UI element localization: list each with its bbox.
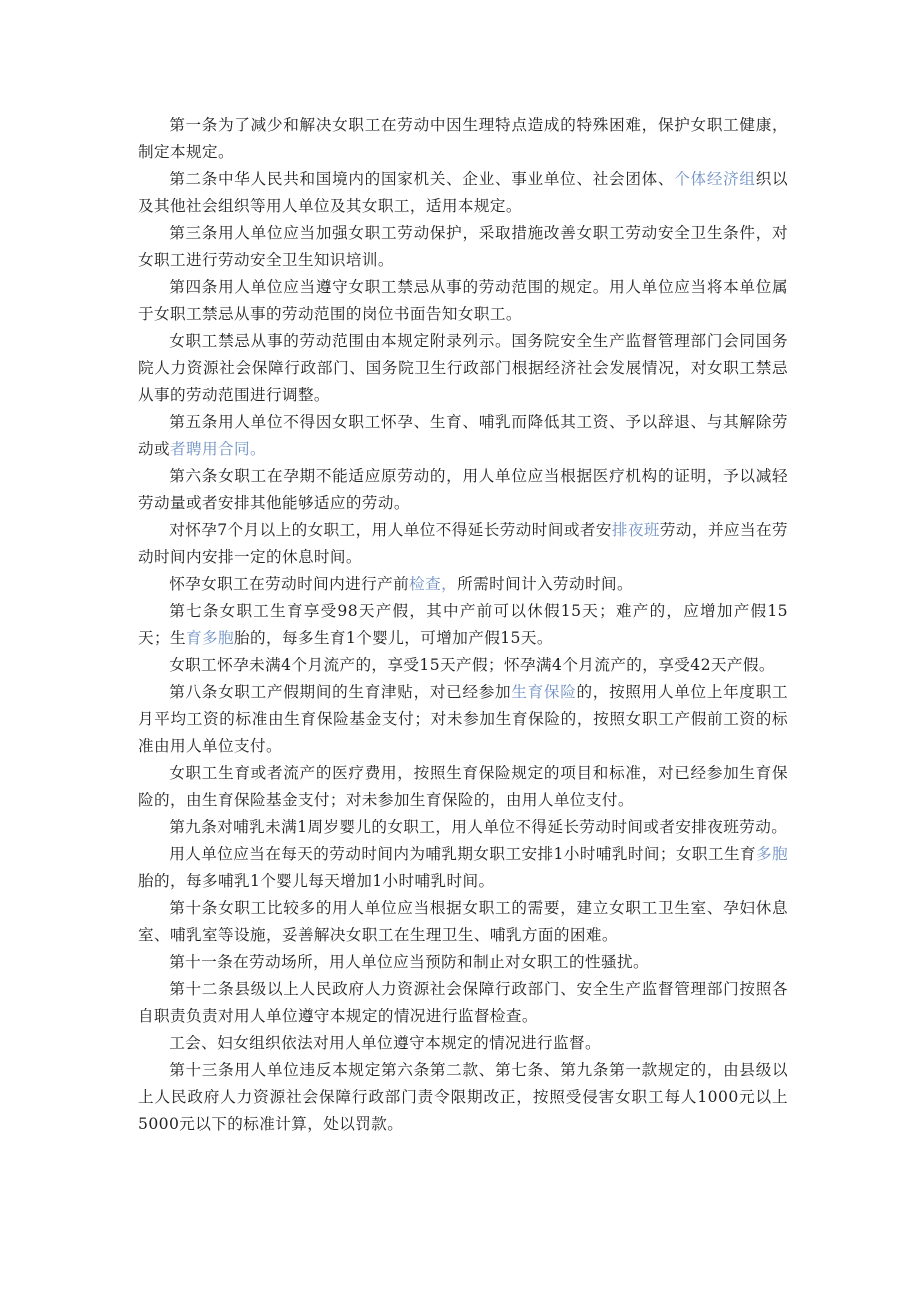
hyperlink[interactable]: 个体经济组 [674, 170, 756, 188]
paragraph-text: 胎的，每多生育1个婴儿，可增加产假15天。 [233, 629, 553, 647]
paragraph-text: 第十三条用人单位违反本规定第六条第二款、第七条、第九条第一款规定的，由县级以上人民政府人力资源社会保障行政部门责令限期改正，按照受侵害女职工每人1000元以上5000元以下的标准计算，处以罚款。 [138, 1061, 788, 1133]
paragraph-text: 女职工禁忌从事的劳动范围由本规定附录列示。国务院安全生产监督管理部门会同国务院人力资源社会保障行政部门、国务院卫生行政部门根据经济社会发展情况，对女职工禁忌从事的劳动范围进行调整。 [138, 332, 788, 404]
paragraph [138, 814, 788, 841]
paragraph-text: 劳动，并应当在劳动时间内安排一定的休息时间。 [138, 521, 789, 566]
paragraph [138, 409, 788, 463]
paragraph-text: 第四条用人单位应当遵守女职工禁忌从事的劳动范围的规定。用人单位应当将本单位属于女职工禁忌从事的劳动范围的岗位书面告知女职工。 [138, 278, 788, 323]
document-body [138, 112, 788, 1138]
paragraph-text: 胎的，每多哺乳1个婴儿每天增加1小时哺乳时间。 [138, 872, 495, 890]
paragraph-text: 第九条对哺乳未满1周岁婴儿的女职工，用人单位不得延长劳动时间或者安排夜班劳动。 [169, 818, 788, 836]
paragraph [138, 166, 788, 220]
paragraph-text: 工会、妇女组织依法对用人单位遵守本规定的情况进行监督。 [169, 1034, 602, 1052]
hyperlink[interactable]: 多胞 [755, 845, 788, 863]
paragraph [138, 841, 788, 895]
paragraph-text: 织以及其他社会组织等用人单位及其女职工，适用本规定。 [138, 170, 788, 215]
paragraph-text: 第十二条县级以上人民政府人力资源社会保障行政部门、安全生产监督管理部门按照各自职责负责对用人单位遵守本规定的情况进行监督检查。 [138, 980, 788, 1025]
paragraph-text: 第五条用人单位不得因女职工怀孕、生育、哺乳而降低其工资、予以辞退、与其解除劳动或 [138, 413, 788, 458]
paragraph [138, 760, 788, 814]
paragraph-text: 用人单位应当在每天的劳动时间内为哺乳期女职工安排1小时哺乳时间；女职工生育 [169, 845, 756, 863]
paragraph-text: 怀孕女职工在劳动时间内进行产前 [169, 575, 410, 593]
paragraph [138, 463, 788, 517]
paragraph [138, 652, 788, 679]
paragraph-text: 第七条女职工生育享受98天产假，其中产前可以休假15天；难产的，应增加产假15天；生 [138, 602, 788, 647]
paragraph-text: 第一条为了减少和解决女职工在劳动中因生理特点造成的特殊困难，保护女职工健康，制定本规定。 [138, 116, 788, 161]
hyperlink[interactable]: 排夜班 [611, 521, 660, 539]
paragraph [138, 949, 788, 976]
paragraph-text: 女职工怀孕未满4个月流产的，享受15天产假；怀孕满4个月流产的，享受42天产假。 [169, 656, 775, 674]
paragraph-text: 第二条中华人民共和国境内的国家机关、企业、事业单位、社会团体、 [169, 170, 675, 188]
paragraph [138, 895, 788, 949]
paragraph-text: 第十条女职工比较多的用人单位应当根据女职工的需要，建立女职工卫生室、孕妇休息室、哺乳室等设施，妥善解决女职工在生理卫生、哺乳方面的困难。 [138, 899, 788, 944]
paragraph [138, 976, 788, 1030]
paragraph [138, 679, 788, 760]
hyperlink[interactable]: 生育保险 [511, 683, 577, 701]
paragraph [138, 571, 788, 598]
paragraph-text: 第三条用人单位应当加强女职工劳动保护，采取措施改善女职工劳动安全卫生条件，对女职工进行劳动安全卫生知识培训。 [138, 224, 788, 269]
paragraph [138, 598, 788, 652]
paragraph [138, 517, 788, 571]
paragraph [138, 274, 788, 328]
paragraph-text: 的，按照用人单位上年度职工月平均工资的标准由生育保险基金支付；对未参加生育保险的，按照女职工产假前工资的标准由用人单位支付。 [138, 683, 788, 755]
paragraph [138, 1057, 788, 1138]
hyperlink[interactable]: 检查， [409, 575, 458, 593]
paragraph [138, 1030, 788, 1057]
paragraph [138, 328, 788, 409]
paragraph-text: 女职工生育或者流产的医疗费用，按照生育保险规定的项目和标准，对已经参加生育保险的，由生育保险基金支付；对未参加生育保险的，由用人单位支付。 [138, 764, 788, 809]
hyperlink[interactable]: 育多胞 [185, 629, 234, 647]
paragraph-text: 对怀孕7个月以上的女职工，用人单位不得延长劳动时间或者安 [169, 521, 612, 539]
paragraph [138, 112, 788, 166]
paragraph-text: 第六条女职工在孕期不能适应原劳动的，用人单位应当根据医疗机构的证明，予以减轻劳动量或者安排其他能够适应的劳动。 [138, 467, 788, 512]
paragraph-text: 第八条女职工产假期间的生育津贴，对已经参加 [169, 683, 512, 701]
hyperlink[interactable]: 者聘用合同。 [170, 440, 266, 458]
paragraph-text: 所需时间计入劳动时间。 [457, 575, 634, 593]
paragraph [138, 220, 788, 274]
paragraph-text: 第十一条在劳动场所，用人单位应当预防和制止对女职工的性骚扰。 [169, 953, 650, 971]
